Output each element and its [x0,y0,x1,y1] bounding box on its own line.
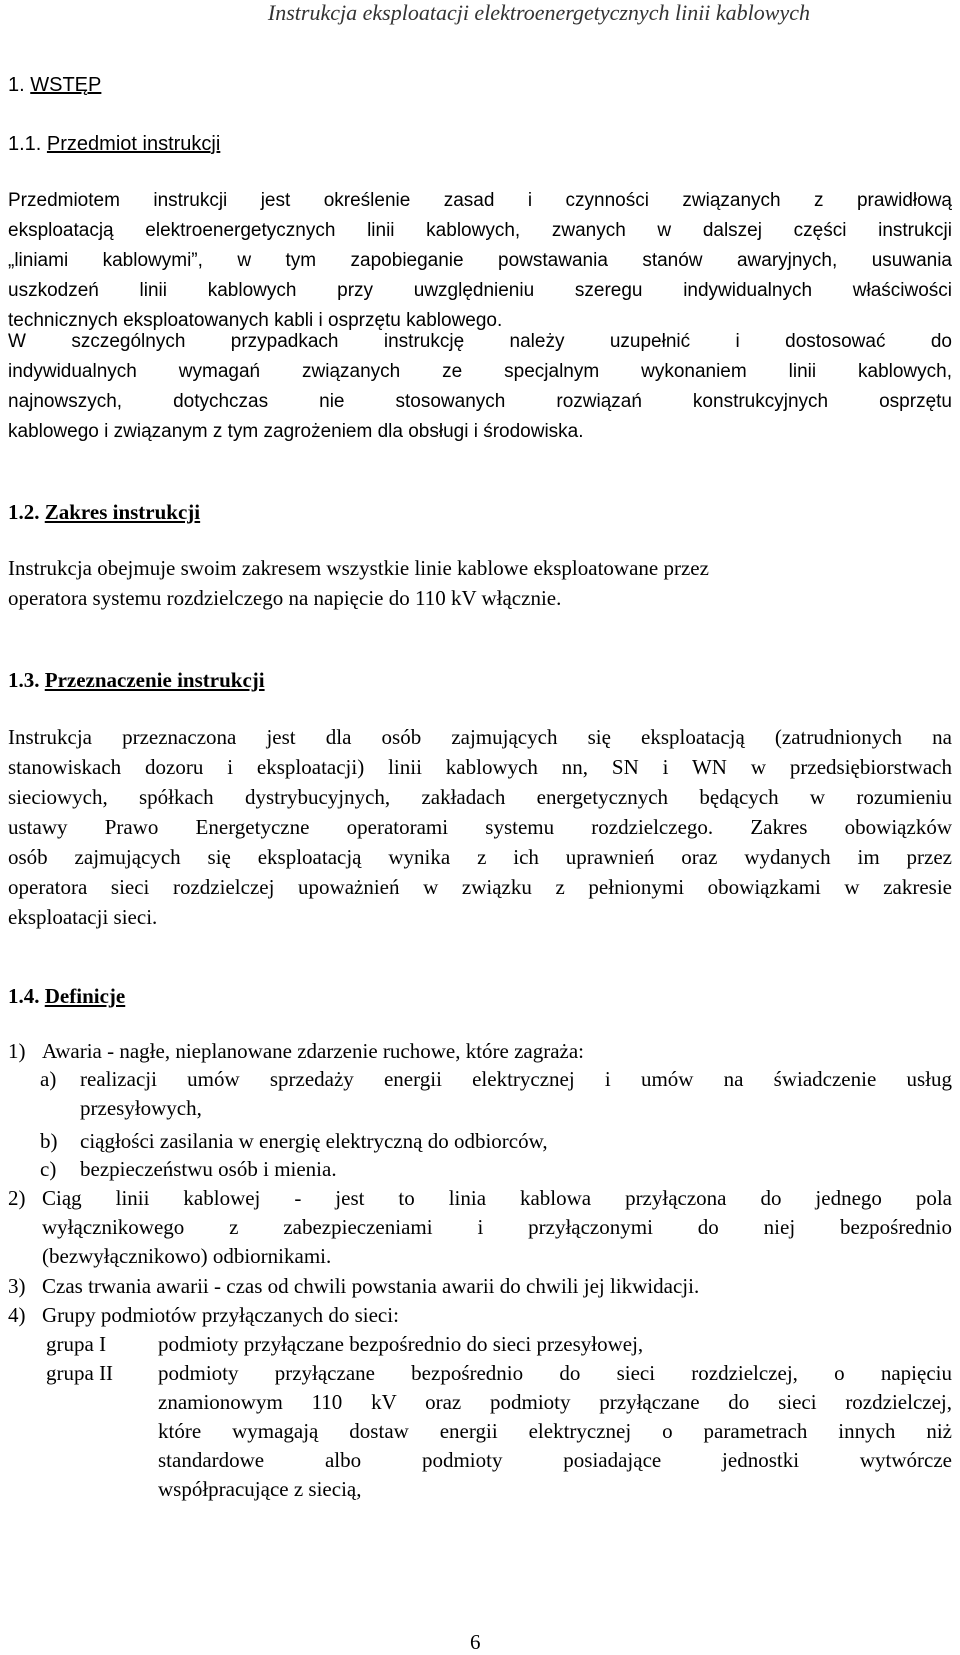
paragraph-scope [8,553,952,613]
definition-text: Awaria - nagłe, nieplanowane zdarzenie ruchowe, które zagraża: [42,1039,585,1063]
paragraph-purpose [8,722,952,932]
paragraph-subject [8,186,952,336]
page-number: 6 [470,1630,481,1654]
subsection-heading [8,668,265,693]
subitem-text: realizacji umów sprzedaży energii elektrycznej i umów na świadczenie usług [80,1067,952,1091]
subitem-text: bezpieczeństwu osób i mienia. [80,1157,337,1181]
definition-text: Ciąg linii kablowej - jest to linia kablowa przyłączona do jednego pola [42,1186,952,1210]
group-text-cont: znamionowym 110 kV oraz podmioty przyłączane do sieci rozdzielczej, [158,1390,952,1414]
text-line: operatora systemu rozdzielczego na napięcie do 110 kV włącznie. [8,586,562,610]
subsection-title: Przeznaczenie instrukcji [44,668,265,692]
item-number: 2) [8,1186,26,1210]
text-line: eksploatacją elektroenergetycznych linii kablowych, zwanych w dalszej części instrukcji [8,220,952,241]
subitem-number: c) [40,1157,57,1181]
subsection-number: 1.4. [8,984,40,1008]
text-line: kablowego i związanym z tym zagrożeniem dla obsługi i środowiska. [8,421,584,442]
definition-text-cont: (bezwyłącznikowo) odbiornikami. [42,1244,332,1268]
text-line: operatora sieci rozdzielczej upoważnień w związku z pełnionymi obowiązkami w zakresie [8,875,952,899]
item-number: 1) [8,1039,26,1063]
subsection-title: Definicje [44,984,126,1008]
text-line: „liniami kablowymi”, w tym zapobieganie powstawania stanów awaryjnych, usuwania [8,250,952,271]
definition-item [8,1037,26,1066]
text-line: eksploatacji sieci. [8,905,158,929]
text-line: stanowiskach dozoru i eksploatacji) linii kablowych nn, SN i WN w przedsiębiorstwach [8,755,952,779]
subitem-text: ciągłości zasilania w energię elektryczną do odbiorców, [80,1129,548,1153]
subsection-heading [8,984,125,1009]
definition-text: Czas trwania awarii - czas od chwili powstania awarii do chwili jej likwidacji. [42,1274,700,1298]
item-number: 3) [8,1274,26,1298]
definitions-list [8,1037,952,1517]
text-line: Instrukcja obejmuje swoim zakresem wszystkie linie kablowe eksploatowane przez [8,556,709,580]
section-heading [8,74,101,97]
text-line: Instrukcja przeznaczona jest dla osób zajmujących się eksploatacją (zatrudnionych na [8,725,952,749]
section-number: 1. [8,74,25,96]
group-text-cont: które wymagają dostaw energii elektrycznej o parametrach innych niż [158,1419,952,1443]
subsection-heading [8,500,200,525]
text-line: sieciowych, spółkach dystrybucyjnych, zakładach energetycznych będących w rozumieniu [8,785,952,809]
group-text-cont: współpracujące z siecią, [158,1477,362,1501]
text-line: najnowszych, dotychczas nie stosowanych rozwiązań konstrukcyjnych osprzętu [8,391,952,412]
subsection-number: 1.3. [8,668,40,692]
subsection-title: Zakres instrukcji [44,500,201,524]
definition-text-cont: wyłącznikowego z zabezpieczeniami i przyłączonymi do niej bezpośrednio [42,1215,952,1239]
text-line: W szczególnych przypadkach instrukcję należy uzupełnić i dostosować do [8,331,952,352]
subitem-number: b) [40,1129,58,1153]
subitem-text-cont: przesyłowych, [80,1096,202,1120]
subitem-number: a) [40,1067,57,1091]
running-header: Instrukcja eksploatacji elektroenergetycznych linii kablowych [267,0,810,25]
group-text-cont: standardowe albo podmioty posiadające jednostki wytwórcze [158,1448,952,1472]
group-label: grupa I [46,1332,107,1356]
text-line: indywidualnych wymagań związanych ze specjalnym wykonaniem linii kablowych, [8,361,952,382]
group-label: grupa II [46,1361,114,1385]
paragraph-special-cases [8,327,952,447]
subsection-heading [8,133,220,156]
subsection-number: 1.2. [8,500,40,524]
item-number: 4) [8,1303,26,1327]
group-text: podmioty przyłączane bezpośrednio do sieci rozdzielczej, o napięciu [158,1361,952,1385]
text-line: osób zajmujących się eksploatacją wynika z ich uprawnień oraz wydanych im przez [8,845,952,869]
text-line: Przedmiotem instrukcji jest określenie zasad i czynności związanych z prawidłową [8,190,952,211]
definition-text: Grupy podmiotów przyłączanych do sieci: [42,1303,399,1327]
group-text: podmioty przyłączane bezpośrednio do sieci przesyłowej, [158,1332,644,1356]
section-title: WSTĘP [30,74,102,96]
subsection-number: 1.1. [8,133,42,155]
text-line: ustawy Prawo Energetyczne operatorami systemu rozdzielczego. Zakres obowiązków [8,815,952,839]
text-line: uszkodzeń linii kablowych przy uwzględnieniu szeregu indywidualnych właściwości [8,280,952,301]
subsection-title: Przedmiot instrukcji [46,133,221,155]
text-line: technicznych eksploatowanych kabli i osprzętu kablowego. [8,310,503,331]
